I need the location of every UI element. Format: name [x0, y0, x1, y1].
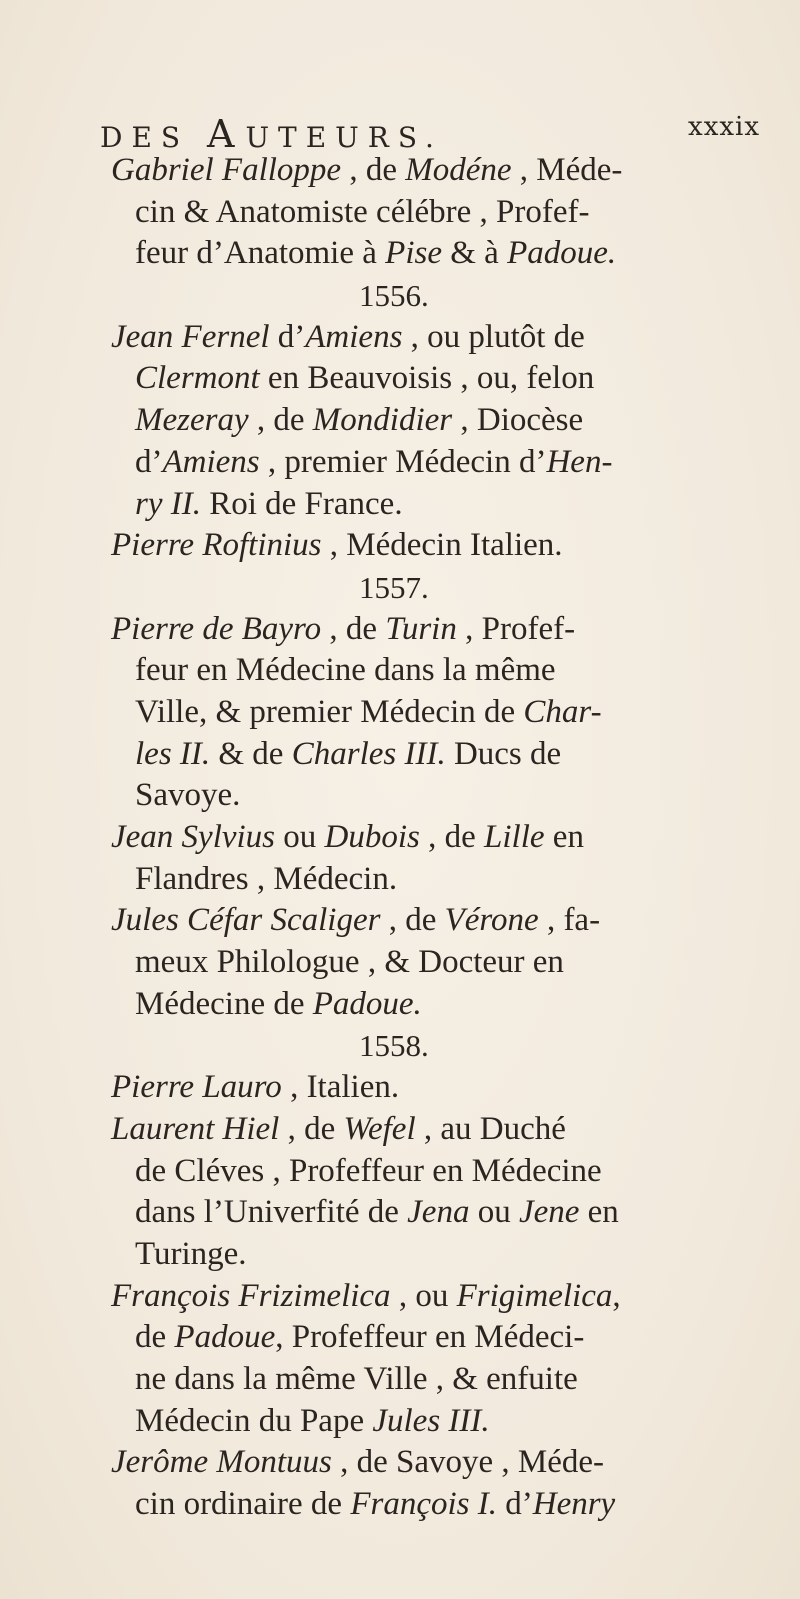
text-line — [111, 442, 771, 484]
text-segment: , de — [341, 152, 406, 188]
text-segment: Turinge. — [135, 1235, 247, 1272]
text-line — [111, 692, 771, 734]
text-segment: d’ — [269, 318, 306, 355]
text-line — [111, 484, 771, 526]
italic-name: Amiens — [162, 443, 260, 480]
italic-name: ry II. — [135, 485, 201, 522]
text-segment: Roi de France. — [200, 485, 403, 522]
italic-name: Padoue — [174, 1319, 276, 1356]
italic-name: Montuus — [216, 1444, 332, 1481]
text-line — [111, 525, 771, 567]
text-line — [111, 984, 771, 1026]
text-segment: 1558. — [359, 1028, 429, 1064]
text-line — [111, 859, 771, 901]
text-segment: en — [579, 1194, 619, 1231]
text-segment: ou — [275, 819, 325, 855]
text-segment: , de — [380, 902, 445, 939]
page-number: xxxix — [688, 112, 760, 142]
text-segment: 1556. — [359, 278, 429, 314]
text-line — [111, 400, 771, 442]
italic-name: Frigimelica — [456, 1277, 613, 1314]
italic-name: Henry — [532, 1486, 616, 1522]
text-segment: ne dans la même Ville , & enfuite — [135, 1360, 578, 1397]
text-segment: , de — [279, 1110, 344, 1147]
text-line — [111, 1359, 771, 1401]
text-segment: , de — [321, 610, 386, 647]
text-segment: Ducs de — [445, 735, 562, 772]
text-line — [111, 1234, 771, 1276]
italic-name: Clermont — [135, 360, 260, 397]
text-segment: , fa- — [538, 902, 601, 939]
text-line — [111, 900, 771, 942]
italic-name: Pise — [385, 235, 442, 272]
text-line — [111, 650, 771, 692]
italic-name: Pierre de Bayro — [111, 610, 322, 647]
italic-name: Charles III. — [291, 735, 446, 772]
italic-name: Amiens — [305, 318, 403, 355]
text-segment: ou — [469, 1194, 519, 1231]
text-segment: , Diocèse — [452, 402, 584, 439]
italic-name: François I. — [350, 1486, 497, 1522]
italic-name: Jean Sylvius — [111, 819, 276, 855]
italic-name: Padoue. — [312, 985, 422, 1022]
text-line — [111, 1276, 771, 1318]
italic-name: François Frizimelica — [111, 1277, 391, 1314]
text-line — [111, 1067, 771, 1109]
text-segment: Flandres , Médecin. — [135, 860, 398, 897]
text-line — [111, 1401, 771, 1443]
italic-name: Padoue. — [507, 235, 617, 272]
italic-name: Jules III. — [372, 1402, 490, 1439]
text-segment: cin ordinaire de — [135, 1486, 351, 1522]
italic-name: Modéne — [405, 152, 512, 188]
text-line — [111, 1192, 771, 1234]
italic-name: Jules Céfar Scaliger — [111, 902, 381, 939]
text-segment: de Cléves , Profeffeur en Médecine — [135, 1152, 602, 1189]
text-segment: de — [135, 1319, 175, 1356]
italic-name: Mezeray — [135, 402, 249, 439]
text-line — [111, 734, 771, 776]
text-segment: , premier Médecin d’ — [259, 443, 547, 480]
text-segment: , Médecin Italien. — [321, 527, 563, 564]
italic-name: Lille — [484, 819, 545, 855]
text-segment: , Méde- — [511, 152, 623, 188]
italic-name: Wefel — [343, 1110, 416, 1147]
year-heading — [111, 567, 771, 609]
author-list — [111, 150, 771, 1526]
text-segment: meux Philologue , & Docteur en — [135, 944, 564, 981]
italic-name: Mondidier — [312, 402, 453, 439]
text-segment: d’ — [135, 443, 163, 480]
text-segment: feur en Médecine dans la même — [135, 652, 556, 689]
italic-name: Hen- — [546, 443, 613, 480]
text-line — [111, 1109, 771, 1151]
italic-name: Jena — [407, 1194, 470, 1231]
italic-name: Vérone — [444, 902, 539, 939]
italic-name: Char- — [523, 693, 602, 730]
year-heading — [111, 1025, 771, 1067]
text-segment: , — [612, 1277, 621, 1314]
text-segment: en Beauvoisis , ou, felon — [259, 360, 595, 397]
text-segment: 1557. — [359, 569, 429, 605]
text-segment: , de — [248, 402, 313, 439]
running-title: DES AUTEURS. — [100, 112, 443, 156]
text-segment: , ou plutôt de — [402, 318, 585, 355]
text-line — [111, 1151, 771, 1193]
text-segment: Médecin du Pape — [135, 1402, 373, 1439]
text-line — [111, 233, 771, 275]
text-line — [111, 1484, 771, 1526]
text-segment: , Profeffeur en Médeci- — [275, 1319, 585, 1356]
italic-name: Jerôme — [111, 1444, 209, 1481]
italic-name: Turin — [385, 610, 457, 647]
text-line — [111, 817, 771, 859]
text-segment: feur d’Anatomie à — [135, 235, 386, 272]
text-segment: , de — [419, 819, 485, 855]
italic-name: Pierre Roftinius — [111, 527, 322, 564]
text-segment: Ville, & premier Médecin de — [135, 693, 524, 730]
text-segment: & de — [210, 735, 292, 772]
text-line — [111, 358, 771, 400]
italic-name: Dubois — [324, 819, 420, 855]
text-segment: dans l’Univerfité de — [135, 1194, 408, 1231]
italic-name: les II. — [135, 735, 211, 772]
italic-name: Jean Fernel — [111, 318, 270, 355]
italic-name: Laurent Hiel — [111, 1110, 280, 1147]
text-line — [111, 1317, 771, 1359]
text-line — [111, 609, 771, 651]
text-segment: cin & Anatomiste célébre , Profef- — [135, 193, 590, 230]
text-line — [111, 192, 771, 234]
text-line — [111, 150, 771, 192]
text-segment: Médecine de — [135, 985, 313, 1022]
text-segment: en — [544, 819, 584, 855]
text-segment: d’ — [496, 1486, 533, 1522]
text-line — [111, 1442, 771, 1484]
text-segment: , Italien. — [281, 1069, 400, 1106]
text-segment: & à — [441, 235, 508, 272]
text-segment: Savoye. — [135, 777, 241, 814]
year-heading — [111, 275, 771, 317]
text-line — [111, 317, 771, 359]
text-segment: , Profef- — [456, 610, 576, 647]
italic-name: Jene — [518, 1194, 580, 1231]
text-segment: , au Duché — [415, 1110, 566, 1147]
text-segment: , ou — [390, 1277, 457, 1314]
italic-name: Pierre Lauro — [111, 1069, 282, 1106]
italic-name: Gabriel Falloppe — [111, 152, 342, 188]
text-line — [111, 942, 771, 984]
text-line — [111, 775, 771, 817]
text-segment: , de Savoye , Méde- — [331, 1444, 605, 1481]
